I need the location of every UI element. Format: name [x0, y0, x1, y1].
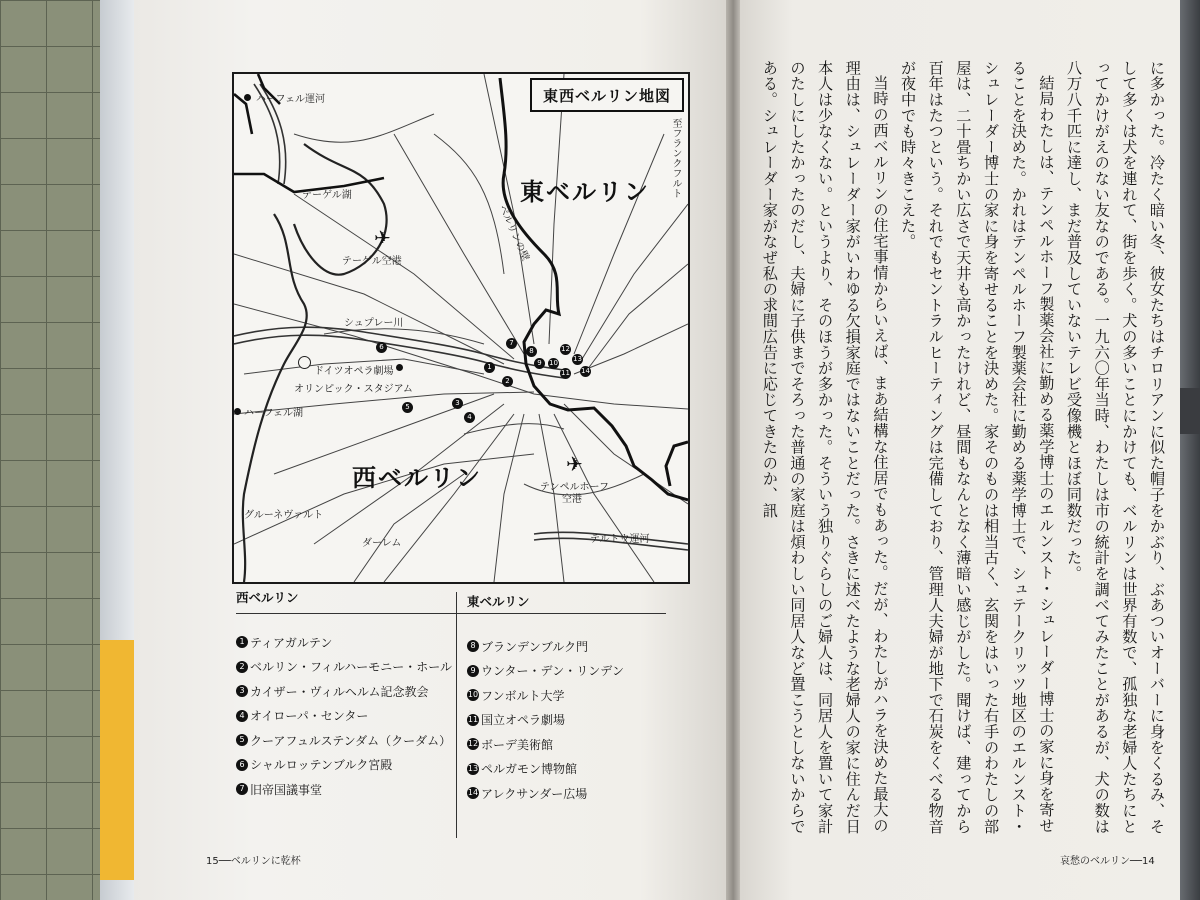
- legend-item: [467, 634, 677, 659]
- map-marker-8: 8: [526, 346, 537, 357]
- map-marker-1: 1: [484, 362, 495, 373]
- berlin-map: [232, 72, 690, 584]
- havel-lake-point: [234, 408, 241, 415]
- map-marker-3: 3: [452, 398, 463, 409]
- airplane-icon: ✈: [374, 226, 391, 250]
- left-page-folio: 15──ベルリンに乾杯: [206, 856, 301, 867]
- legend-item: [467, 683, 677, 708]
- legend-item: [467, 708, 677, 733]
- label-to-frankfurt: 至フランクフルト: [670, 118, 681, 198]
- legend-number: 12: [467, 739, 479, 749]
- legend-item: [236, 753, 446, 778]
- legend-number: 9: [467, 665, 479, 677]
- legend-label: ウンター・デン・リンデン: [481, 664, 625, 679]
- label-tegel-lake: テーゲル湖: [302, 190, 352, 201]
- legend-item: [467, 659, 677, 684]
- map-marker-11: 11: [561, 369, 570, 377]
- map-title: 東西ベルリン地図: [530, 78, 684, 112]
- right-page-folio: 哀愁のベルリン──14: [1060, 856, 1155, 867]
- page-body-text: [750, 60, 1170, 840]
- legend-west: [236, 588, 452, 802]
- legend-label: ペルガモン博物館: [481, 762, 578, 777]
- legend-number: 4: [236, 710, 248, 722]
- map-marker-10: 10: [549, 359, 558, 367]
- map-legend: [232, 588, 686, 838]
- legend-item: [236, 704, 446, 729]
- legend-label: クーアフュルステンダム（クーダム）: [250, 733, 452, 748]
- legend-label: ブランデンブルク門: [481, 639, 589, 654]
- map-marker-2: 2: [502, 376, 513, 387]
- map-marker-4: 4: [464, 412, 475, 423]
- map-marker-12: 12: [561, 345, 570, 353]
- map-marker-5: 5: [402, 402, 413, 413]
- legend-number: 11: [467, 714, 479, 724]
- havel-canal-point: [244, 94, 251, 101]
- legend-number: 3: [236, 685, 248, 697]
- right-edge-shadow: [1178, 0, 1200, 900]
- label-havel-lake: ハーフェル湖: [244, 408, 303, 419]
- legend-label: シャルロッテンブルク宮殿: [250, 758, 393, 773]
- legend-label: 旧帝国議事堂: [250, 782, 323, 797]
- legend-number: 1: [236, 636, 248, 648]
- label-tempelhof-line2: 空港: [562, 494, 582, 505]
- map-marker-13: 13: [573, 355, 582, 363]
- paragraph: に多かった。冷たく暗い冬、彼女たちはチロリアンに似た帽子をかぶり、ぶあついオーバーに身をくるみ、そして多くは犬を連れて、街を歩く。犬の多いことにかけても、ベルリンは世界有数で、孤独な老婦人たちにとってかけがえのない友なのである。一九六〇年当時、わたしは市の統計を調べてみたことがあるが、犬の数は八万八千匹に達し、まだ普及していないテレビ受像機とほぼ同数だった。: [1065, 60, 1166, 835]
- legend-number: 14: [467, 788, 479, 798]
- legend-number: 6: [236, 759, 248, 771]
- legend-label: カイザー・ヴィルヘルム記念教会: [250, 684, 429, 699]
- legend-east: [456, 592, 677, 838]
- map-marker-7: 7: [506, 338, 517, 349]
- legend-number: 2: [236, 661, 248, 673]
- legend-label: オイローパ・センター: [250, 709, 369, 724]
- legend-number: 7: [236, 783, 248, 795]
- legend-number: 10: [467, 690, 479, 700]
- legend-item: [236, 728, 452, 753]
- legend-item: [236, 777, 446, 802]
- olympic-stadium-ring: [298, 356, 311, 369]
- legend-east-heading: 東ベルリン: [467, 594, 530, 609]
- map-marker-14: 14: [581, 367, 590, 375]
- label-olympic-stadium: オリンピック・スタジアム: [294, 384, 413, 395]
- label-havel-canal: ハーフェル運河: [256, 94, 325, 105]
- label-west-berlin: 西ベルリン: [352, 463, 482, 492]
- airplane-icon: ✈: [566, 452, 583, 476]
- label-tempelhof-line1: テンペルホーフ: [540, 482, 609, 493]
- legend-west-heading: 西ベルリン: [236, 588, 666, 614]
- legend-label: ベルリン・フィルハーモニー・ホール: [250, 660, 452, 675]
- label-spree-river: シュプレー川: [344, 318, 404, 329]
- legend-item: [467, 781, 677, 806]
- german-opera-point: [396, 364, 403, 371]
- map-marker-6: 6: [376, 342, 387, 353]
- label-german-opera: ドイツオペラ劇場: [314, 366, 394, 377]
- legend-number: 13: [467, 763, 479, 773]
- legend-label: 国立オペラ劇場: [481, 713, 566, 728]
- legend-label: ティアガルテン: [250, 635, 333, 650]
- legend-label: アレクサンダー広場: [481, 786, 588, 801]
- legend-number: 8: [467, 640, 479, 652]
- label-teltow-canal: テルトウ運河: [590, 534, 650, 545]
- paragraph: 結局わたしは、テンペルホーフ製薬会社に勤める薬学博士のエルンスト・シュレーダー博士の家に身を寄せることを決めた。かれはテンペルホーフ製薬会社に勤める薬学博士で、シュテークリッツ地区のエルンスト・シュレーダー博士の家に身を寄せることを決めた。家そのものは相当古く、玄関をはいった右手のわたしの部屋は、二十畳ちかい広さで天井も高かったけれど、昼間もなんとなく薄暗い感じがした。聞けば、建ってから百年はたつという。それでもセントラルヒーティングは完備しており、管理人夫婦が地下で石炭をくべる物音が夜中でも時々きこえた。: [899, 60, 1056, 835]
- legend-item: [236, 679, 446, 704]
- map-marker-9: 9: [534, 358, 545, 369]
- legend-item: [467, 757, 677, 782]
- legend-number: 5: [236, 734, 248, 746]
- label-east-berlin: 東ベルリン: [520, 177, 650, 206]
- label-grunewald: グルーネヴァルト: [244, 510, 324, 521]
- legend-label: ボーデ美術館: [481, 737, 554, 752]
- legend-item: [236, 655, 452, 680]
- label-tegel-airport: テーゲル空港: [342, 256, 402, 267]
- legend-label: フンボルト大学: [481, 688, 565, 703]
- paragraph: 当時の西ベルリンの住宅事情からいえば、まあ結構な住居でもあった。だが、わたしがハラを決めた最大の理由は、シュレーダー家がいわゆる欠損家庭ではないことだった。さきに述べたような老婦人の家に住んだ日本人は少なくない。というより、そのほうが多かった。そういう独りぐらしのご婦人は、同居人を置いて家計のたしにしたかったのだし、夫婦に子供までそろった普通の家庭は煩わしい同居人など置こうとしないからである。シュレーダー家がなぜ私の求間広告に応じてきたのか、訊: [760, 60, 890, 835]
- label-berlin-wall: ベルリンの壁: [496, 203, 531, 263]
- legend-item: [467, 732, 677, 757]
- legend-item: [236, 630, 446, 655]
- label-dahlem: ダーレム: [362, 538, 402, 549]
